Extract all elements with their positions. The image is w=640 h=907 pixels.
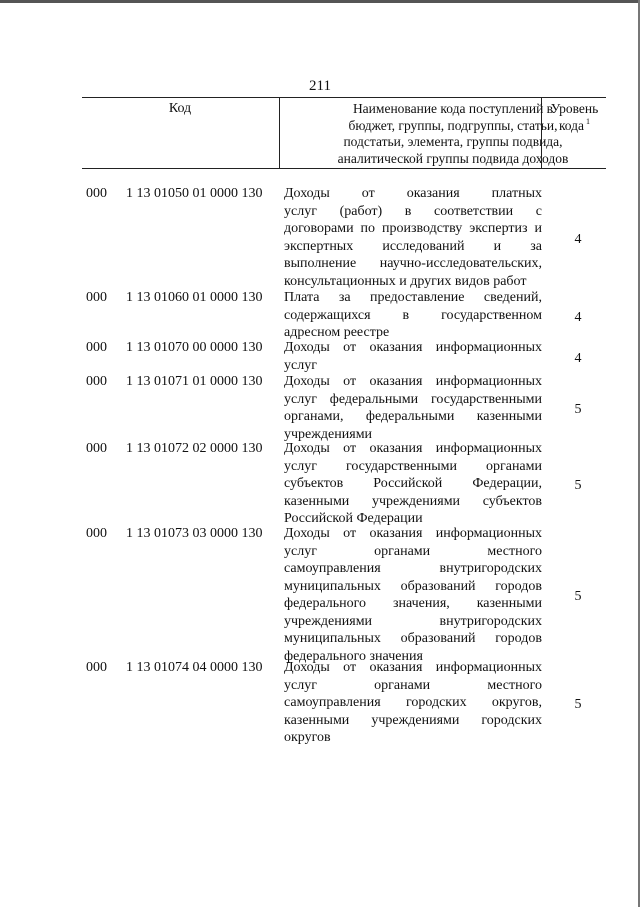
admin-code: 000: [86, 526, 107, 541]
code-level: 5: [574, 478, 582, 493]
code-level: 4: [574, 309, 582, 325]
income-name-line: договорами по производству экспертиз и: [284, 221, 542, 236]
income-name-line: самоуправления внутригородских: [284, 561, 542, 576]
budget-code: 1 13 01071 01 0000 130: [126, 374, 263, 389]
admin-code: 000: [86, 340, 107, 355]
admin-code: 000: [86, 441, 107, 456]
income-name-line: Доходы от оказания информационных: [284, 340, 542, 355]
income-name-line: учреждениями: [284, 426, 373, 442]
income-name-line: услуг (работ) в соответствии с: [284, 203, 542, 219]
income-name: [284, 659, 542, 747]
income-name: [284, 339, 542, 374]
admin-code: 000: [86, 374, 107, 389]
scan-edge-top: [0, 0, 640, 3]
income-name-line: Плата за предоставление сведений,: [284, 290, 542, 305]
income-name-line: самоуправления городских округов,: [284, 695, 542, 710]
admin-code: 000: [86, 660, 107, 675]
header-name-line: бюджет, группы, подгруппы, статьи,: [348, 117, 558, 133]
income-name-line: услуг государственными органами: [284, 458, 542, 474]
income-name-line: адресном реестре: [284, 325, 390, 340]
page-number: 211: [309, 78, 331, 94]
income-name-line: услуг органами местного: [284, 543, 542, 559]
income-name-line: экспертных исследований и за: [284, 238, 542, 254]
code-level: 4: [574, 231, 582, 247]
income-name: [284, 373, 542, 443]
income-name-line: услуг федеральными государственными: [284, 391, 542, 407]
income-name-line: Доходы от оказания информационных: [284, 374, 542, 389]
code-level: 4: [574, 350, 582, 366]
income-name-line: консультационных и других видов работ: [284, 273, 527, 289]
income-name-line: федерального значения, казенными: [284, 596, 542, 611]
income-name-line: Доходы от оказания информационных: [284, 441, 542, 456]
header-code: Код: [168, 101, 192, 116]
header-level-line: [541, 118, 608, 135]
income-name-line: Российской Федерации: [284, 511, 423, 526]
header-name-line: аналитической группы подвида доходов: [337, 150, 569, 166]
header-level-text: кода: [558, 117, 585, 133]
budget-code: 1 13 01073 03 0000 130: [126, 526, 263, 541]
admin-code: 000: [86, 186, 107, 201]
admin-code: 000: [86, 290, 107, 305]
income-name-line: учреждениями внутригородских: [284, 613, 542, 629]
income-name-line: Доходы от оказания информационных: [284, 660, 542, 675]
income-name-line: содержащихся в государственном: [284, 307, 542, 323]
income-name-line: выполнение научно-исследовательских,: [284, 256, 542, 271]
income-name-line: субъектов Российской Федерации,: [284, 476, 542, 491]
budget-code: 1 13 01070 00 0000 130: [126, 340, 263, 355]
income-name-line: Доходы от оказания платных: [284, 186, 542, 201]
income-name: [284, 440, 542, 528]
income-name-line: услуг: [284, 357, 317, 373]
income-name-line: органами, федеральными казенными: [284, 409, 542, 424]
income-name-line: казенными учреждениями городских: [284, 712, 542, 728]
footnote-marker: 1: [586, 117, 591, 126]
income-name: [284, 289, 542, 342]
income-name-line: округов: [284, 730, 331, 745]
budget-code: 1 13 01050 01 0000 130: [126, 186, 263, 201]
income-name-line: муниципальных образований городов: [284, 578, 542, 594]
code-level: 5: [574, 589, 582, 605]
header-name-line: Наименование кода поступлений в: [352, 101, 554, 116]
header-divider: [279, 98, 280, 168]
budget-code: 1 13 01074 04 0000 130: [126, 660, 263, 675]
code-level: 5: [574, 697, 582, 712]
income-name-line: казенными учреждениями субъектов: [284, 493, 542, 509]
income-name-line: Доходы от оказания информационных: [284, 526, 542, 541]
budget-code: 1 13 01060 01 0000 130: [126, 290, 263, 305]
income-name: [284, 525, 542, 665]
budget-code: 1 13 01072 02 0000 130: [126, 441, 263, 456]
income-name-line: федерального значения: [284, 648, 423, 664]
code-level: 5: [574, 402, 582, 418]
header-name-line: подстатьи, элемента, группы подвида,: [343, 134, 563, 149]
income-name-line: услуг органами местного: [284, 677, 542, 693]
income-name: [284, 185, 542, 290]
header-level-line: Уровень: [550, 101, 599, 116]
table-header: [82, 97, 606, 169]
header-level: [541, 101, 608, 134]
income-name-line: муниципальных образований городов: [284, 631, 542, 646]
